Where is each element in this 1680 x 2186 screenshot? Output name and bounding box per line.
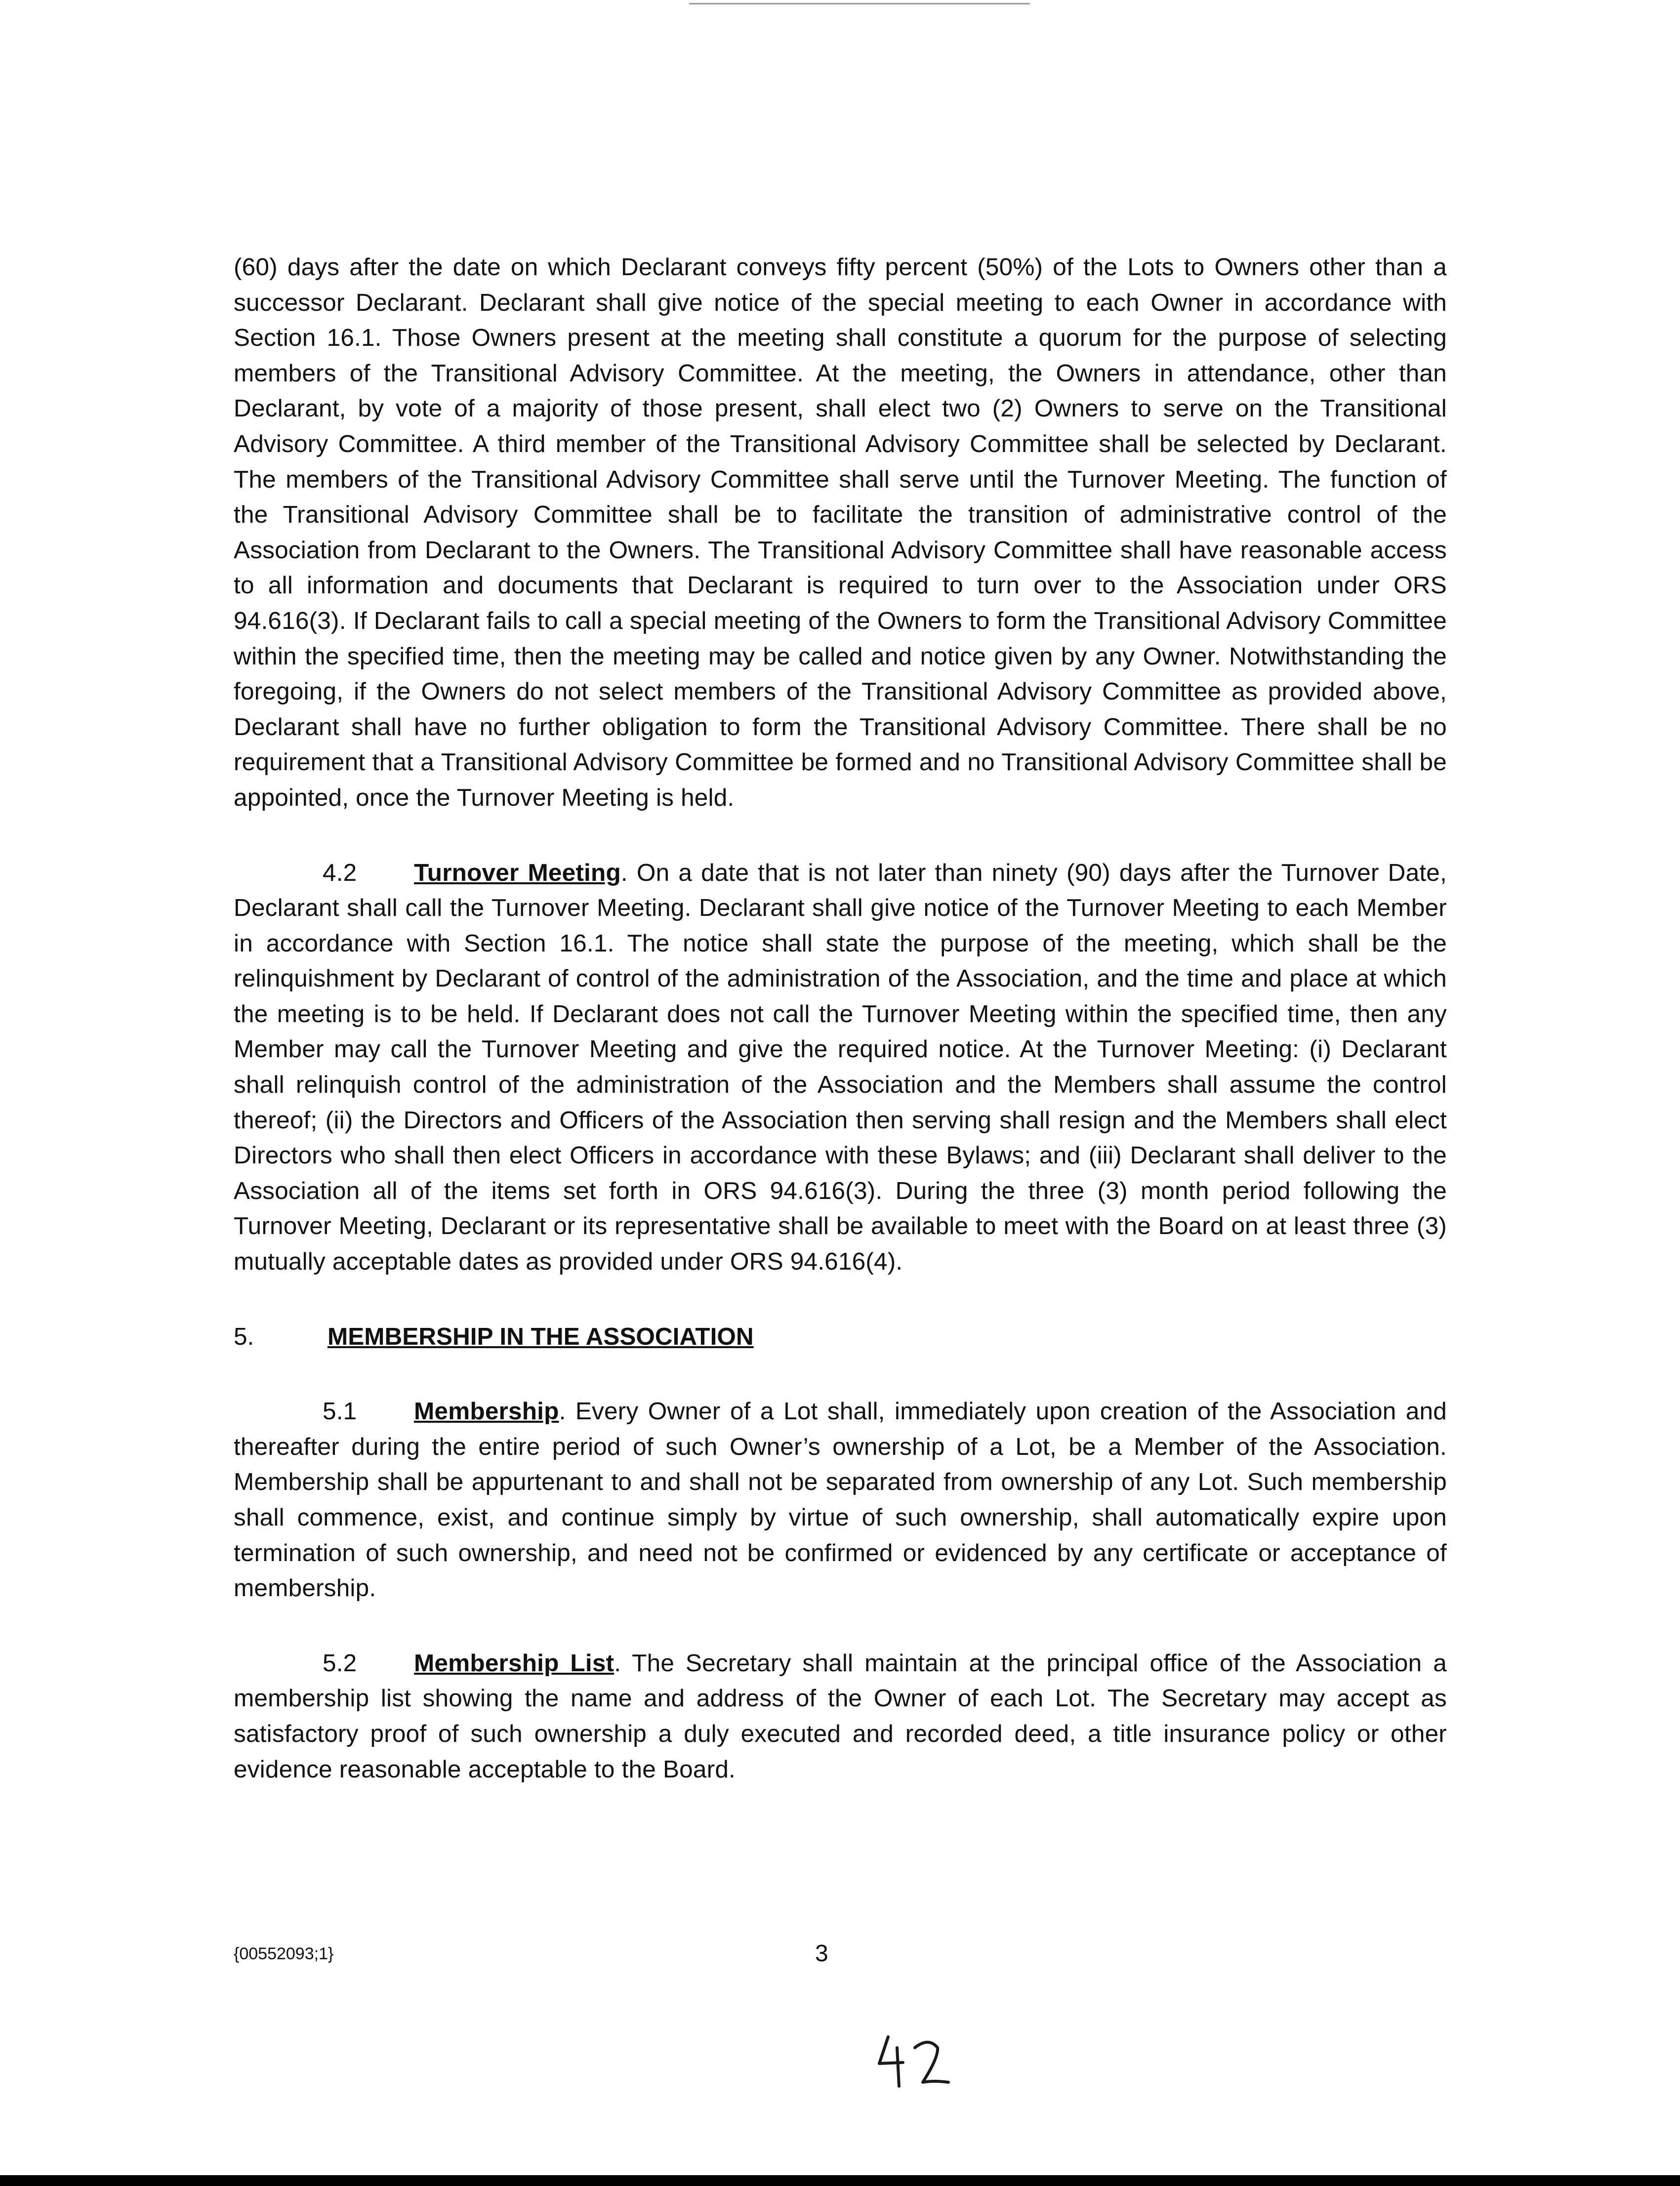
scan-edge-line xyxy=(689,3,1030,4)
section-body: The Secretary shall maintain at the principal office of the Association a membership list showing the name and address of the Owner of each Lot. The Secretary may accept as satisfactory proof of such ownership a duly executed and recorded deed, a title insurance policy or other evidence reasonable acceptable to the Board. xyxy=(234,1649,1447,1783)
scan-bottom-edge xyxy=(0,2175,1680,2186)
section-5-2 xyxy=(234,1646,1447,1787)
section-number: 4.2 xyxy=(323,859,357,886)
section-4-2 xyxy=(234,855,1447,1279)
spacer xyxy=(234,1279,1447,1319)
section-number: 5. xyxy=(234,1322,254,1350)
spacer xyxy=(234,1606,1447,1646)
page-content xyxy=(234,249,1447,1787)
section-5-1 xyxy=(234,1394,1447,1606)
section-title-suffix: . xyxy=(614,1649,621,1677)
paragraph-continued: (60) days after the date on which Declarant conveys fifty percent (50%) of the Lots to Owners other than a successor Declarant. Declarant shall give notice of the special meeting to each Owner in accordance with Section 16.1. Those Owners present at the meeting shall constitute a quorum for the purpose of selecting members of the Transitional Advisory Committee. At the meeting, the Owners in attendance, other than Declarant, by vote of a majority of those present, shall elect two (2) Owners to serve on the Transitional Advisory Committee. A third member of the Transitional Advisory Committee shall be selected by Declarant. The members of the Transitional Advisory Committee shall serve until the Turnover Meeting. The function of the Transitional Advisory Committee shall be to facilitate the transition of administrative control of the Association from Declarant to the Owners. The Transitional Advisory Committee shall have reasonable access to all information and documents that Declarant is required to turn over to the Association under ORS 94.616(3). If Declarant fails to call a special meeting of the Owners to form the Transitional Advisory Committee within the specified time, then the meeting may be called and notice given by any Owner. Notwithstanding the foregoing, if the Owners do not select members of the Transitional Advisory Committee as provided above, Declarant shall have no further obligation to form the Transitional Advisory Committee. There shall be no requirement that a Transitional Advisory Committee be formed and no Transitional Advisory Committee shall be appointed, once the Turnover Meeting is held. xyxy=(234,253,1447,811)
section-title: MEMBERSHIP IN THE ASSOCIATION xyxy=(328,1322,754,1350)
section-number: 5.2 xyxy=(323,1649,357,1677)
section-title-suffix: . xyxy=(620,859,628,886)
spacer xyxy=(234,1354,1447,1394)
page-number: 3 xyxy=(815,1940,828,1967)
section-title: Membership List xyxy=(414,1649,615,1677)
handwritten-page-number xyxy=(874,2033,953,2090)
section-body: Every Owner of a Lot shall, immediately upon creation of the Association and thereafter during the entire period of such Owner’s ownership of a Lot, be a Member of the Association. Membership shall be appurtenant to and shall not be separated from ownership of any Lot. Such membership shall commence, exist, and continue simply by virtue of such ownership, shall automatically expire upon termination of such ownership, and need not be confirmed or evidenced by any certificate or acceptance of membership. xyxy=(234,1398,1447,1602)
section-number: 5.1 xyxy=(323,1398,357,1425)
section-title: Membership xyxy=(414,1398,559,1425)
section-title: Turnover Meeting xyxy=(414,859,621,886)
document-reference: {00552093;1} xyxy=(234,1944,334,1963)
section-5-heading xyxy=(234,1319,1447,1355)
section-title-suffix: . xyxy=(559,1398,566,1425)
section-body: On a date that is not later than ninety (90) days after the Turnover Date, Declarant shall call the Turnover Meeting. Declarant shall give notice of the Turnover Meeting to each Member in accordance with Section 16.1. The notice shall state the purpose of the meeting, which shall be the relinquishment by Declarant of control of the administration of the Association, and the time and place at which the meeting is to be held. If Declarant does not call the Turnover Meeting within the specified time, then any Member may call the Turnover Meeting and give the required notice. At the Turnover Meeting: (i) Declarant shall relinquish control of the administration of the Association and the Members shall assume the control thereof; (ii) the Directors and Officers of the Association then serving shall resign and the Members shall elect Directors who shall then elect Officers in accordance with these Bylaws; and (iii) Declarant shall deliver to the Association all of the items set forth in ORS 94.616(3). During the three (3) month period following the Turnover Meeting, Declarant or its representative shall be available to meet with the Board on at least three (3) mutually acceptable dates as provided under ORS 94.616(4). xyxy=(234,859,1447,1276)
spacer xyxy=(234,816,1447,855)
